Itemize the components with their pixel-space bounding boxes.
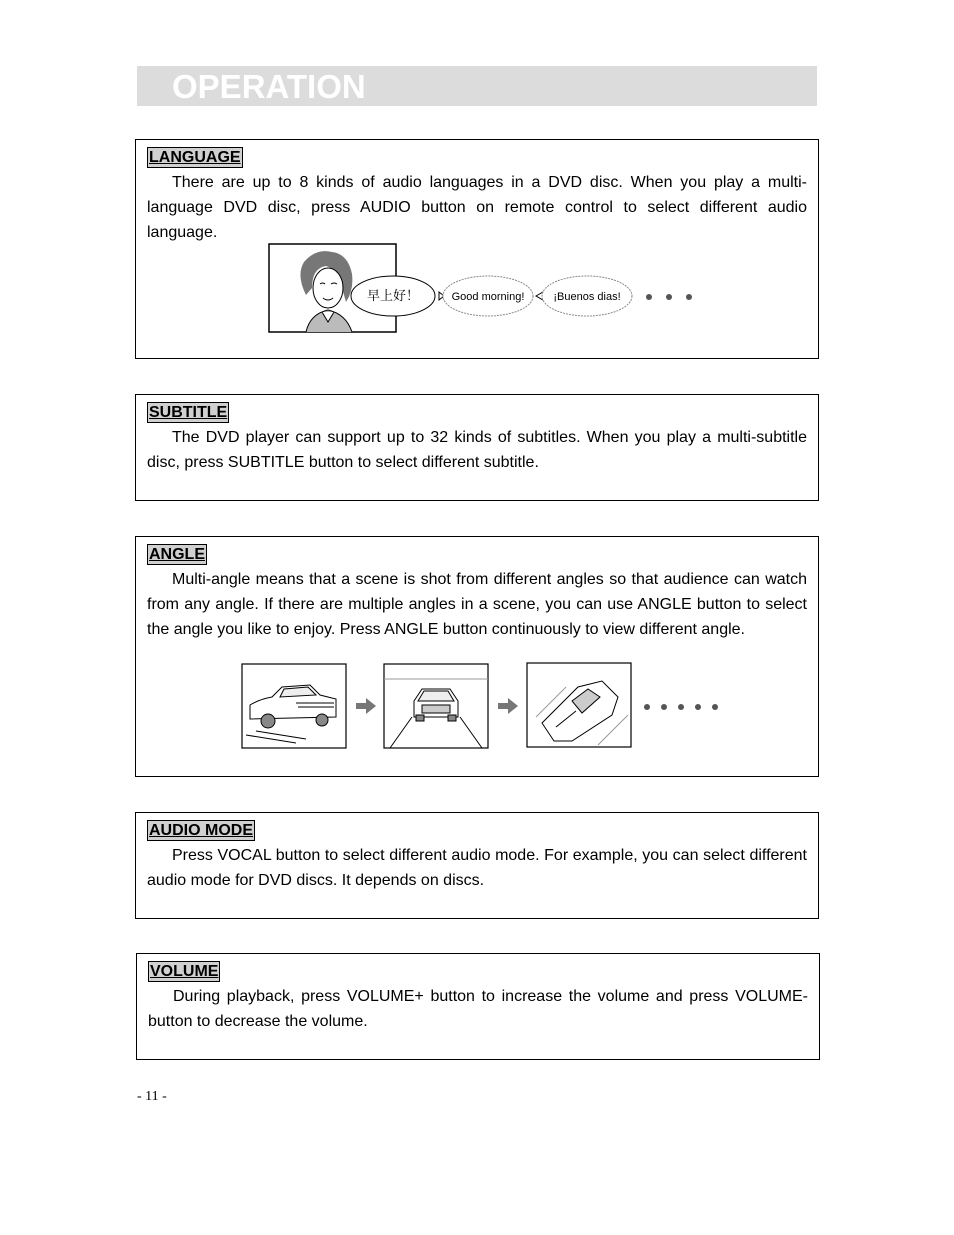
section-audio-mode xyxy=(135,812,819,919)
section-language xyxy=(135,139,819,359)
ellipsis-dot xyxy=(695,704,701,710)
section-volume xyxy=(136,953,820,1060)
section-heading: ANGLE xyxy=(149,546,205,563)
language-illustration xyxy=(266,240,706,340)
ellipsis-dot xyxy=(661,704,667,710)
section-heading: VOLUME xyxy=(150,963,219,980)
section-body: The DVD player can support up to 32 kinds of subtitles. When you play a multi-subtitle disc, press SUBTITLE button to select different subtitle. xyxy=(147,429,807,471)
ellipsis-dot xyxy=(644,704,650,710)
section-heading: SUBTITLE xyxy=(149,404,228,421)
ellipsis-dot xyxy=(686,294,692,300)
angle-illustration xyxy=(236,657,726,757)
ellipsis-dot xyxy=(712,704,718,710)
section-heading: AUDIO MODE xyxy=(149,822,253,839)
section-subtitle xyxy=(135,394,819,501)
bubble-text: Good morning! xyxy=(451,291,525,303)
ellipsis-dot xyxy=(666,294,672,300)
bubble-text: ¡Buenos dias! xyxy=(553,291,621,303)
page-number: - 11 - xyxy=(137,1089,167,1104)
section-body: Press VOCAL button to select different audio mode. For example, you can select different audio mode for DVD discs. It depends on discs. xyxy=(147,847,807,889)
page-title: OPERATION xyxy=(172,68,366,105)
ellipsis-dot xyxy=(678,704,684,710)
section-body: There are up to 8 kinds of audio languages in a DVD disc. When you play a multi-language DVD disc, press AUDIO button on remote control to select different audio language. xyxy=(147,174,807,241)
section-angle xyxy=(135,536,819,777)
ellipsis-dot xyxy=(646,294,652,300)
section-body: During playback, press VOLUME+ button to increase the volume and press VOLUME- button to decrease the volume. xyxy=(148,988,808,1030)
arrow-right-icon xyxy=(356,698,376,714)
bubble-text: 早上好！ xyxy=(366,288,420,303)
section-heading: LANGUAGE xyxy=(149,149,241,166)
header-banner xyxy=(137,66,817,106)
section-body: Multi-angle means that a scene is shot from different angles so that audience can watch from any angle. If there are multiple angles in a scene, you can use ANGLE button to select the angle you like to enjoy. Press ANGLE button continuously to view different angle. xyxy=(147,571,807,638)
arrow-right-icon xyxy=(498,698,518,714)
